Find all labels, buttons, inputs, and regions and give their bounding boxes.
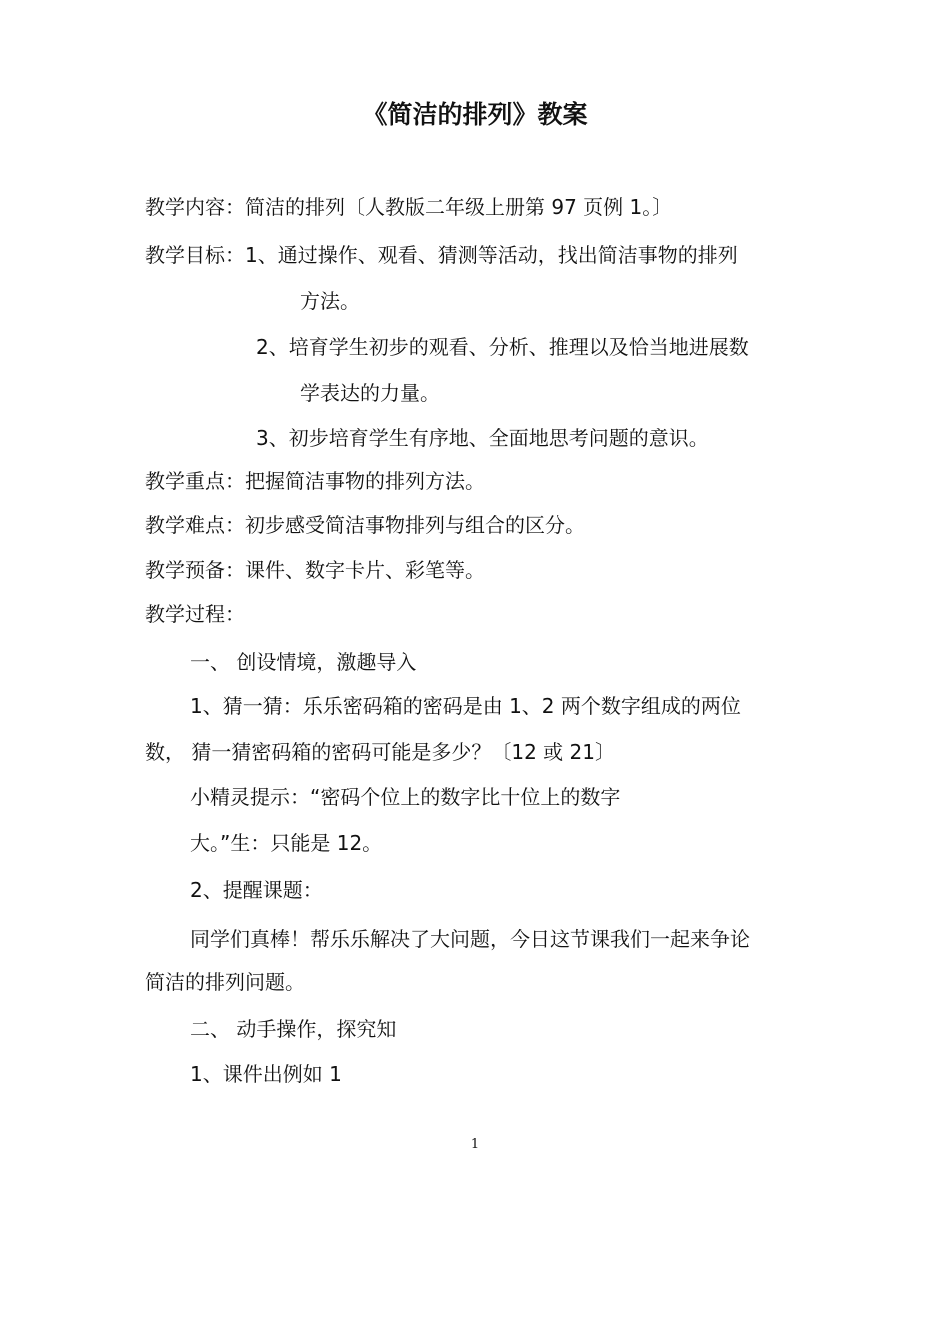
paragraph-line: 2、提醒课题： xyxy=(190,878,323,902)
paragraph-line: 2、培育学生初步的观看、分析、推理以及恰当地进展数 xyxy=(256,335,749,359)
paragraph-line: 1、猜一猜：乐乐密码箱的密码是由 1、2 两个数字组成的两位 xyxy=(190,694,741,718)
document-title: 《简洁的排列》教案 xyxy=(362,100,588,129)
paragraph-line: 教学重点：把握简洁事物的排列方法。 xyxy=(145,469,485,493)
section-heading: 一、 创设情境，激趣导入 xyxy=(190,650,417,674)
paragraph-line: 学表达的力量。 xyxy=(300,381,440,405)
page-number: 1 xyxy=(470,1137,480,1152)
paragraph-line: 教学难点：初步感受简洁事物排列与组合的区分。 xyxy=(145,513,585,537)
paragraph-line: 数， 猜一猜密码箱的密码可能是多少？〔12 或 21〕 xyxy=(145,740,615,764)
paragraph-line: 同学们真棒！帮乐乐解决了大问题，今日这节课我们一起来争论 xyxy=(190,927,750,951)
section-heading: 二、 动手操作，探究知 xyxy=(190,1017,397,1041)
paragraph-line: 小精灵提示：“密码个位上的数字比十位上的数字 xyxy=(190,785,621,809)
paragraph-line: 简洁的排列问题。 xyxy=(145,970,305,994)
paragraph-line: 教学内容：简洁的排列〔人教版二年级上册第 97 页例 1。〕 xyxy=(145,195,673,219)
paragraph-line: 1、课件出例如 1 xyxy=(190,1062,342,1086)
paragraph-line: 大。”生：只能是 12。 xyxy=(190,831,383,855)
paragraph-line: 教学预备：课件、数字卡片、彩笔等。 xyxy=(145,558,485,582)
paragraph-line: 3、初步培育学生有序地、全面地思考问题的意识。 xyxy=(256,426,709,450)
paragraph-line: 教学过程： xyxy=(145,602,245,626)
paragraph-line: 方法。 xyxy=(300,289,360,313)
paragraph-line: 教学目标：1、通过操作、观看、猜测等活动，找出简洁事物的排列 xyxy=(145,243,738,267)
